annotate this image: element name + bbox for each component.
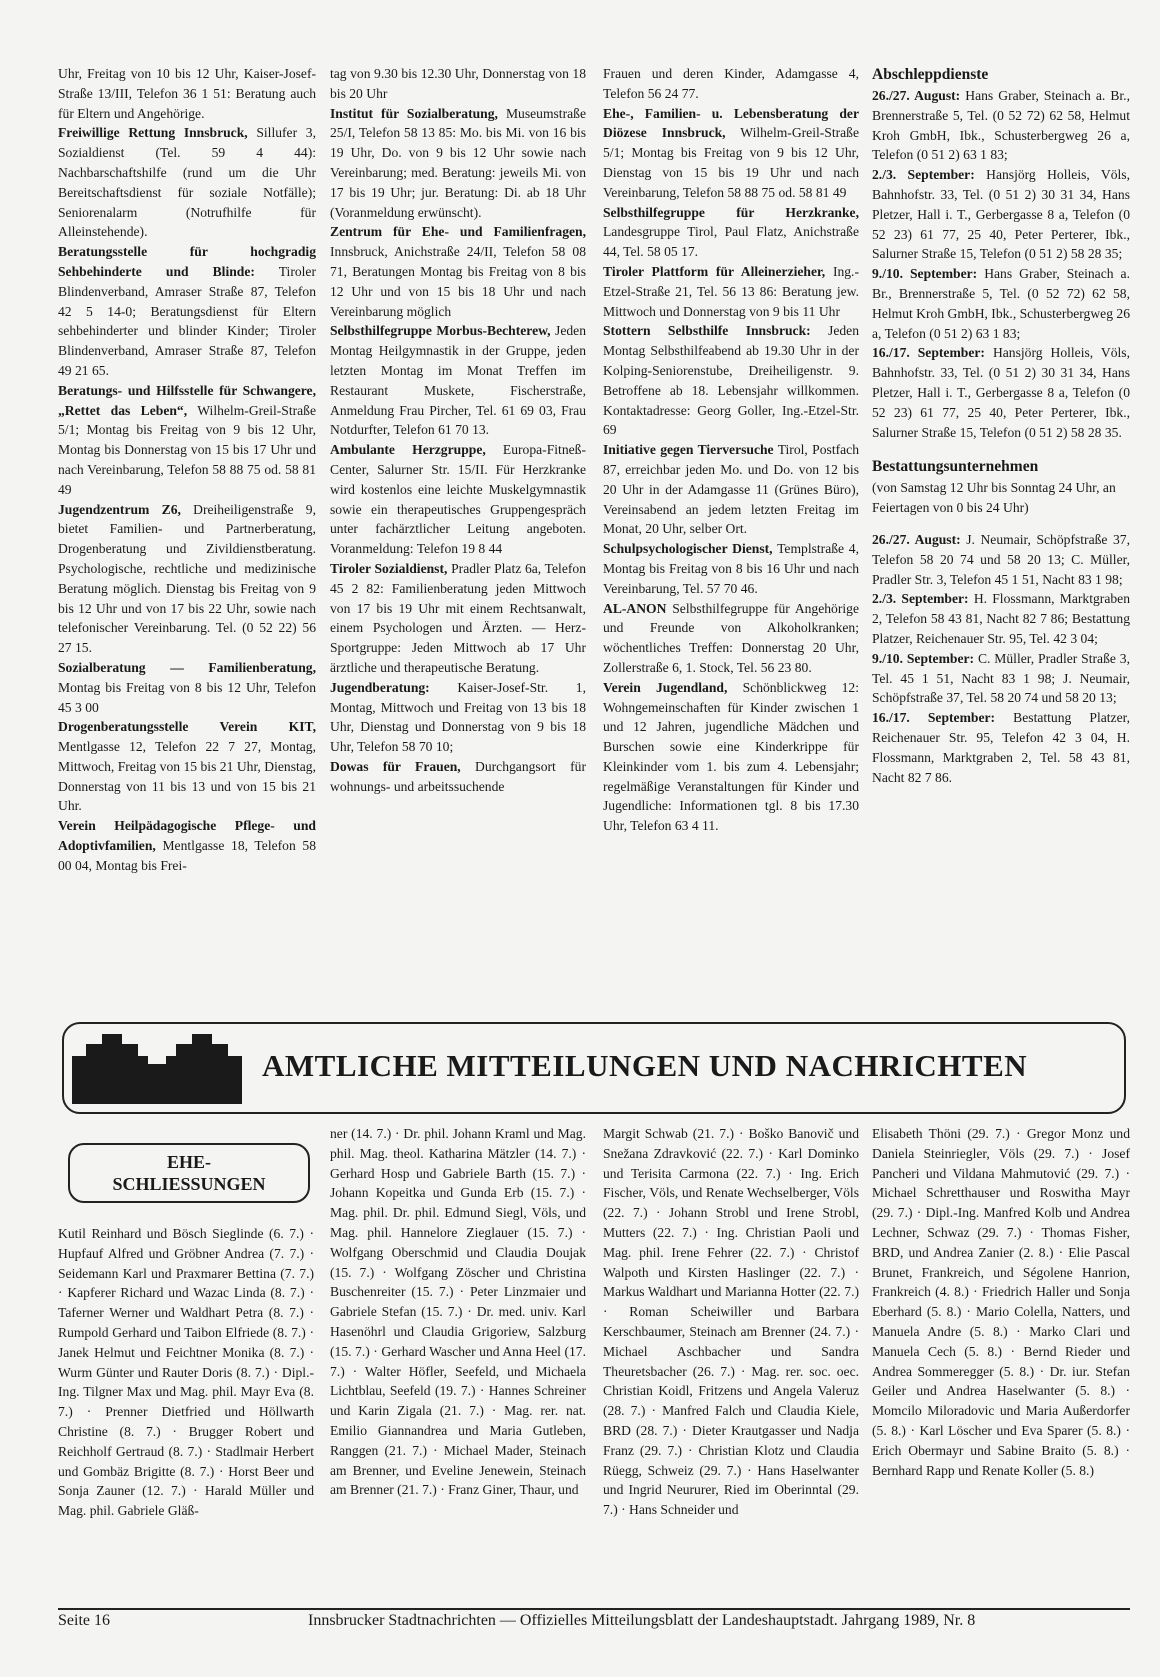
service-entry-text: Ing.-Etzel-Straße 21, Tel. 56 13 86: Beratung jew. Mittwoch und Donnerstag von 9 bis 11 Uhr	[603, 263, 859, 319]
service-entry-text: Montag bis Freitag von 8 bis 12 Uhr, Telefon 45 3 00	[58, 679, 316, 715]
funeral-list	[872, 530, 1130, 787]
service-entry-title: Freiwillige Rettung Innsbruck,	[58, 125, 248, 141]
service-entry	[58, 242, 316, 381]
info-column-1	[58, 64, 316, 876]
towing-entry-title: 26./27. August:	[872, 88, 961, 103]
service-entry-title: Ehe-, Familien- u. Lebensberatung der Diözese Innsbruck,	[603, 105, 859, 141]
towing-entry-title: 2./3. September:	[872, 167, 975, 183]
page-number: Seite 16	[58, 1612, 110, 1629]
marriages-column-1: Kutil Reinhard und Bösch Sieglinde (6. 7.) · Hupfauf Alfred und Gröbner Andrea (7. 7.) · Seidemann Karl und Praxmarer Bettina (7. 7.) · Kapferer Richard und Wazac Linda (8. 7.) · Taferner Werner und Waldhart Petra (8. 7.) · Rumpold Gerhard und Taibon Elfriede (8. 7.) · Janek Helmut und Feichtner Monika (8. 7.) · Wurm Günter und Rauter Doris (8. 7.) · Dipl.-Ing. Tilgner Max und Mag. phil. Mayr Eva (8. 7.) · Prenner Dietfried und Höllwarth Christine (8. 7.) · Brugger Robert und Reichholf Gertraud (8. 7.) · Stadlmair Herbert und Gombäz Brigitte (8. 7.) · Horst Beer und Sonja Zauner (12. 7.) · Harald Müller und Mag. phil. Gabriele Gläß-	[58, 1226, 314, 1519]
service-entry-text: Durchgangsort für wohnungs- und arbeitssuchende	[330, 758, 586, 794]
marriages-column-3: Margit Schwab (21. 7.) · Boško Banovič und Snežana Zdravković (22. 7.) · Karl Dominko und Terisita Carmona (22. 7.) · Ing. Erich Fischer, Völs, und Renate Wechselberger, Völs (22. 7.) · Johann Strobl und Irene Strobl, Mutters (22. 7.) · Ing. Christian Paoli und Mag. phil. Irene Fehrer (22. 7.) · Christof Walpoth und Kirsten Haslinger (22. 7.) · Markus Waldhart und Marianna Hotter (22. 7.) · Roman Scheiwiller und Barbara Kerschbaumer, Steinach am Brenner (24. 7.) · Michael Aschbacher und Sandra Theuretsbacher (26. 7.) · Mag. rer. soc. oec. Christian Koidl, Fritzens und Angela Valeruz (28. 7.) · Manfred Falch und Claudia Kiele, BRD (28. 7.) · Dieter Krautgasser und Nadja Franz (29. 7.) · Christian Klotz und Claudia Rüegg, Schweiz (29. 7.) · Hans Haselwanter und Ingrid Neururer, Ried im Oberinntal (29. 7.) · Hans Schneider und	[603, 1126, 859, 1518]
service-entry-text: Uhr, Freitag von 10 bis 12 Uhr, Kaiser-Josef-Straße 13/III, Telefon 36 1 51: Beratung auch für Eltern und Angehörige.	[58, 66, 316, 121]
service-entry	[330, 440, 586, 559]
service-entry-text: Sillufer 3, Sozialdienst (Tel. 59 4 44): Nachbarschaftshilfe (rund um die Uhr Bereitschaftsdienst für soziale Notfälle); Seniorenalarm (Notrufhilfe für Alleinstehende).	[58, 125, 316, 240]
towing-entry-title: 9./10. September:	[872, 266, 978, 282]
marriages-heading-line2: SCHLIESSUNGEN	[112, 1174, 266, 1194]
service-entry-title: Beratungsstelle für hochgradig Sehbehinderte und Blinde:	[58, 244, 316, 279]
towing-entry-text: Hans Graber, Steinach a. Br., Brennerstraße 5, Tel. (0 52 72) 62 58, Helmut Kroh GmbH, Ibk., Schusterbergweg 26 a, Telefon (0 51 2) 63 1 83;	[872, 266, 1130, 341]
service-entry-title: Tiroler Sozialdienst,	[330, 560, 448, 576]
service-entry	[603, 440, 859, 539]
section-banner	[62, 1022, 1126, 1114]
service-entry-text: Europa-Fitneß-Center, Salurner Str. 15/II. Für Herzkranke wird kostenlos eine leichte Muskelgymnastik sowie ein therapeutisches Gruppengespräch unter fachärztlicher Leitung angeboten. Voranmeldung: Telefon 19 8 44	[330, 442, 586, 557]
funeral-entry-title: 26./27. August:	[872, 531, 961, 547]
funeral-entry-text: J. Neumair, Schöpfstraße 37, Telefon 58 20 74 und 58 20 13; C. Müller, Pradler Str. 3, Telefon 45 1 51, Nacht 83 1 98;	[872, 531, 1130, 587]
service-entry	[603, 203, 859, 262]
marriages-heading-line1: EHE-	[166, 1152, 211, 1172]
service-entry-title: Institut für Sozialberatung,	[330, 105, 498, 121]
service-entry-text: Pradler Platz 6a, Telefon 45 2 82: Familienberatung jeden Mittwoch von 17 bis 19 Uhr mit einem Rechtsanwalt, einem Psychologen und Ärzten. — Herz-Sportgruppe: Jeden Mittwoch ab 17 Uhr ärztliche und therapeutische Beratung.	[330, 560, 586, 675]
service-entry-text: Tiroler Blindenverband, Amraser Straße 87, Telefon 42 5 14-0; Beratungsdienst für Eltern sehbehinderter und blinder Kinder; Tiroler Blindenverband, Amraser Straße 87, Telefon 49 21 65.	[58, 263, 316, 378]
service-entry-text: tag von 9.30 bis 12.30 Uhr, Donnerstag von 18 bis 20 Uhr	[330, 66, 586, 101]
funeral-entry-text: Bestattung Platzer, Reichenauer Str. 95, Telefon 42 3 04, H. Flossmann, Marktgraben 2, Tel. 58 43 81, Nacht 82 7 86.	[872, 710, 1131, 785]
funeral-entry-text: H. Flossmann, Marktgraben 2, Telefon 58 43 81, Nacht 82 7 86; Bestattung Platzer, Reichenauer Str. 95, Tel. 42 3 04;	[872, 591, 1130, 646]
service-entry	[603, 64, 859, 104]
service-entry-text: Innsbruck, Anichstraße 24/II, Telefon 58 08 71, Beratungen Montag bis Freitag von 8 bis 12 Uhr und von 15 bis 18 Uhr und nach Vereinbarung möglich	[330, 244, 586, 319]
service-entry	[58, 64, 316, 123]
service-entry	[330, 757, 586, 797]
service-entry-title: Drogenberatungsstelle Verein KIT,	[58, 719, 316, 735]
service-entry-title: Jugendzentrum Z6,	[58, 501, 181, 517]
publication-title: Innsbrucker Stadtnachrichten — Offizielles Mitteilungsblatt der Landeshauptstadt. Jahrgang 1989, Nr. 8	[308, 1612, 976, 1629]
towing-entry-title: 16./17. September:	[872, 345, 985, 361]
service-entry	[603, 321, 859, 440]
service-entry-text: Museumstraße 25/I, Telefon 58 13 85: Mo. bis Mi. von 16 bis 19 Uhr, Do. von 9 bis 12 Uhr sowie nach Vereinbarung; med. Beratung: jeweils Mi. von 17 bis 19 Uhr; jur. Beratung: Di. ab 18 Uhr (Voranmeldung erwünscht).	[330, 105, 586, 220]
service-entry-title: Verein Jugendland,	[603, 679, 728, 695]
funeral-entry-title: 16./17. September:	[872, 710, 996, 726]
service-entry-title: Verein Heilpädagogische Pflege- und Adoptivfamilien,	[58, 818, 316, 854]
service-entry-text: Mentlgasse 18, Telefon 58 00 04, Montag bis Frei-	[58, 838, 316, 873]
service-entry-title: Initiative gegen Tierversuche	[603, 442, 774, 458]
info-column-4	[872, 64, 1130, 787]
service-entry-text: Jeden Montag Heilgymnastik in der Gruppe, jeden letzten Montag im Monat Treffen im Restaurant Muskete, Fischerstraße, Anmeldung Frau Pircher, Tel. 61 69 03, Frau Notdurfter, Telefon 61 70 13.	[330, 323, 586, 438]
service-entry	[603, 104, 859, 203]
service-entry	[603, 599, 859, 678]
service-entry	[330, 559, 586, 678]
funeral-heading: Bestattungsunternehmen	[872, 458, 1039, 476]
section-title: AMTLICHE MITTEILUNGEN UND NACHRICHTEN	[262, 1048, 1028, 1083]
service-entry	[330, 104, 586, 223]
towing-entry	[872, 165, 1130, 264]
service-entry-text: Mentlgasse 12, Telefon 22 7 27, Montag, Mittwoch, Freitag von 15 bis 21 Uhr, Dienstag, Donnerstag von 11 bis 13 und von 15 bis 21 Uhr.	[58, 739, 316, 814]
service-entry	[58, 658, 316, 717]
funeral-entry	[872, 708, 1130, 787]
funeral-entry	[872, 649, 1130, 708]
service-entry-text: Wilhelm-Greil-Straße 5/1; Montag bis Freitag von 9 bis 12 Uhr, Dienstag von 15 bis 19 Uhr und nach Vereinbarung, Telefon 58 88 75 od. 58 81 49	[603, 125, 860, 200]
service-entry-text: Selbsthilfegruppe für Angehörige und Freunde von Alkoholkranken; wöchentliches Treffen: Donnerstag 20 Uhr, Zollerstraße 6, 1. Stock, Tel. 56 23 80.	[603, 600, 859, 675]
service-entry	[330, 321, 586, 440]
funeral-entry	[872, 530, 1130, 589]
service-entry	[330, 64, 586, 104]
funeral-hours: (von Samstag 12 Uhr bis Sonntag 24 Uhr, an Feiertagen von 0 bis 24 Uhr)	[872, 480, 1116, 516]
funeral-entry-title: 2./3. September:	[872, 591, 969, 607]
service-entry-text: Jeden Montag Selbsthilfeabend ab 19.30 Uhr in der Kolping-Seniorenstube, Dreiheiligenstr. 9. Betroffene ab 18. Lebensjahr willkommen. Kontaktadresse: Georg Goller, Ing.-Etzel-Str. 69	[603, 323, 859, 438]
service-entry-text: Schönblickweg 12: Wohngemeinschaften für Kinder zwischen 1 und 12 Jahren, jugendliche Mädchen und Burschen sowie eine Kinderkrippe für Kleinkinder vom 1. bis zum 4. Lebensjahr; regelmäßige Veranstaltungen für Kinder und Jugendliche: Informationen tgl. 8 bis 17.30 Uhr, Telefon 63 4 11.	[603, 679, 859, 834]
marriages-column-4: Elisabeth Thöni (29. 7.) · Gregor Monz und Daniela Steinriegler, Völs (29. 7.) · Josef Pancheri und Vildana Mahmutović (29. 7.) · Michael Schretthauser und Roswitha Mayr (29. 7.) · Dipl.-Ing. Manfred Kolb und Andrea Lechner, Schwaz (29. 7.) · Thomas Fisher, BRD, und Andrea Zanier (2. 8.) · Elie Pascal Brunet, Frankreich, und Ségolene Hanrion, Frankreich (4. 8.) · Friedrich Haller und Sonja Eberhard (5. 8.) · Mario Colella, Natters, und Manuela Andre (5. 8.) · Marko Clari und Manuela Cech (5. 8.) · Bernd Rieder und Andrea Sommeregger (5. 8.) · Dr. iur. Stefan Geiler und Andrea Haselwanter (5. 8.) · Momcilo Miloradovic und Maria Außerdorfer (5. 8.) · Karl Löscher und Eva Sparer (5. 8.) · Erich Obermayr und Sabine Braito (5. 8.) · Bernhard Rapp und Renate Koller (5. 8.)	[872, 1126, 1130, 1478]
towing-entry-text: Hansjörg Holleis, Völs, Bahnhofstr. 33, Tel. (0 51 2) 30 31 34, Hans Pletzer, Hall i. T., Gerbergasse 8 a, Telefon (0 52 23) 61 77, 25 40, Peter Perterer, Ibk., Salurner Straße 15, Telefon (0 51 2) 58 28 35.	[872, 345, 1130, 440]
service-entry	[603, 678, 859, 836]
footer-rule	[58, 1608, 1130, 1610]
towing-entry-text: Hans Graber, Steinach a. Br., Brennerstraße 5, Tel. (0 52 72) 62 58, Helmut Kroh GmbH, Ibk., Schusterbergweg 26 a, Telefon (0 51 2) 63 1 83;	[872, 88, 1130, 163]
service-entry	[603, 262, 859, 321]
city-emblem-icon	[72, 1034, 242, 1104]
service-entry-text: Templstraße 4, Montag bis Freitag von 8 bis 16 Uhr und nach Vereinbarung, Tel. 57 70 46.	[603, 541, 860, 596]
service-entry	[58, 381, 316, 500]
funeral-entry-title: 9./10. September:	[872, 650, 975, 666]
service-entry	[58, 123, 316, 242]
marriages-column-2: ner (14. 7.) · Dr. phil. Johann Kraml und Mag. phil. Mag. theol. Katharina Mätzler (14. 7.) · Gerhard Hosp und Gabriele Barth (15. 7.) · Johann Kopeitka und Gunda Erb (15. 7.) · Mag. phil. Dr. phil. Edmund Siegl, Völs, und Mag. phil. Hannelore Zieglauer (15. 7.) · Wolfgang Oberschmid und Claudia Doujak (15. 7.) · Wolfgang Zöscher und Christina Buschenreiter (15. 7.) · Peter Linzmaier und Gabriele Stefan (15. 7.) · Dr. med. univ. Karl Hasenöhrl und Claudia Grigoriew, Salzburg (15. 7.) · Gerhard Wascher und Anna Heel (17. 7.) · Walter Höfler, Seefeld, und Michaela Lichtblau, Seefeld (19. 7.) · Hannes Schreiner und Karin Zigala (21. 7.) · Mag. rer. nat. Emilio Giannandrea und Maria Gutleben, Ranggen (21. 7.) · Michael Mader, Steinach am Brenner, und Eveline Jenewein, Steinach am Brenner (21. 7.) · Franz Giner, Thaur, und	[330, 1126, 586, 1498]
service-entry-text: Landesgruppe Tirol, Paul Flatz, Anichstraße 44, Tel. 58 05 17.	[603, 224, 859, 260]
service-entry-title: AL-ANON	[603, 600, 667, 616]
funeral-entry	[872, 589, 1130, 648]
service-entry-text: Tirol, Postfach 87, erreichbar jeden Mo. und Do. von 12 bis 20 Uhr in der Adamgasse 11 (Grünes Büro), Vereinsabend an jedem letzten Freitag im Monat, 20 Uhr, selber Ort.	[603, 442, 859, 537]
info-column-3	[603, 64, 859, 836]
service-entry-text: Wilhelm-Greil-Straße 5/1; Montag bis Freitag von 9 bis 12 Uhr, Montag bis Donnerstag von 15 bis 17 Uhr und nach Vereinbarung, Telefon 58 88 75 od. 58 81 49	[58, 402, 316, 497]
marriages-heading-box	[68, 1143, 310, 1203]
service-entry-title: Stottern Selbsthilfe Innsbruck:	[603, 323, 811, 339]
service-entry	[330, 678, 586, 757]
service-entry	[58, 816, 316, 875]
towing-entry	[872, 264, 1130, 343]
service-entry	[330, 222, 586, 321]
service-entry-title: Tiroler Plattform für Alleinerzieher,	[603, 263, 826, 279]
service-entry	[58, 500, 316, 658]
info-column-2	[330, 64, 586, 796]
service-entry-title: Selbsthilfegruppe Morbus-Bechterew,	[330, 323, 551, 339]
towing-entry	[872, 86, 1130, 165]
service-entry-text: Kaiser-Josef-Str. 1, Montag, Mittwoch und Freitag von 13 bis 18 Uhr, Dienstag und Donnerstag von 9 bis 18 Uhr, Telefon 58 70 10;	[330, 679, 586, 755]
funeral-entry-text: C. Müller, Pradler Straße 3, Tel. 45 1 51, Nacht 83 1 98; J. Neumair, Schöpfstraße 37, Tel. 58 20 74 und 58 20 13;	[872, 650, 1130, 706]
towing-entry-text: Hansjörg Holleis, Völs, Bahnhofstr. 33, Tel. (0 51 2) 30 31 34, Hans Pletzer, Hall i. T., Gerbergasse 8 a, Telefon (0 52 23) 61 77, 25 40, Peter Perterer, Ibk., Salurner Straße 15, Telefon (0 51 2) 58 28 35;	[872, 167, 1130, 262]
service-entry-title: Selbsthilfegruppe für Herzkranke,	[603, 204, 859, 220]
towing-entry	[872, 343, 1130, 442]
service-entry-title: Sozialberatung — Familienberatung,	[58, 659, 316, 675]
towing-list	[872, 86, 1130, 442]
service-entry-title: Jugendberatung:	[330, 679, 430, 695]
towing-heading: Abschleppdienste	[872, 66, 989, 83]
service-entry-text: Dreiheiligenstraße 9, bietet Familien- und Partnerberatung, Drogenberatung und Zivildienstberatung. Psychologische, rechtliche und medizinische Beratung möglich. Dienstag bis Freitag von 9 bis 12 Uhr und von 17 bis 22 Uhr, sowie nach telefonischer Vereinbarung. Tel. (0 52 22) 56 27 15.	[58, 501, 316, 656]
service-entry-title: Beratungs- und Hilfsstelle für Schwangere, „Rettet das Leben“,	[58, 382, 316, 418]
service-entry-title: Zentrum für Ehe- und Familienfragen,	[330, 224, 586, 240]
service-entry-title: Schulpsychologischer Dienst,	[603, 541, 773, 557]
service-entry-title: Dowas für Frauen,	[330, 758, 461, 774]
service-entry-title: Ambulante Herzgruppe,	[330, 442, 486, 458]
service-entry	[58, 717, 316, 816]
service-entry	[603, 539, 859, 598]
service-entry-text: Frauen und deren Kinder, Adamgasse 4, Telefon 56 24 77.	[603, 66, 859, 101]
